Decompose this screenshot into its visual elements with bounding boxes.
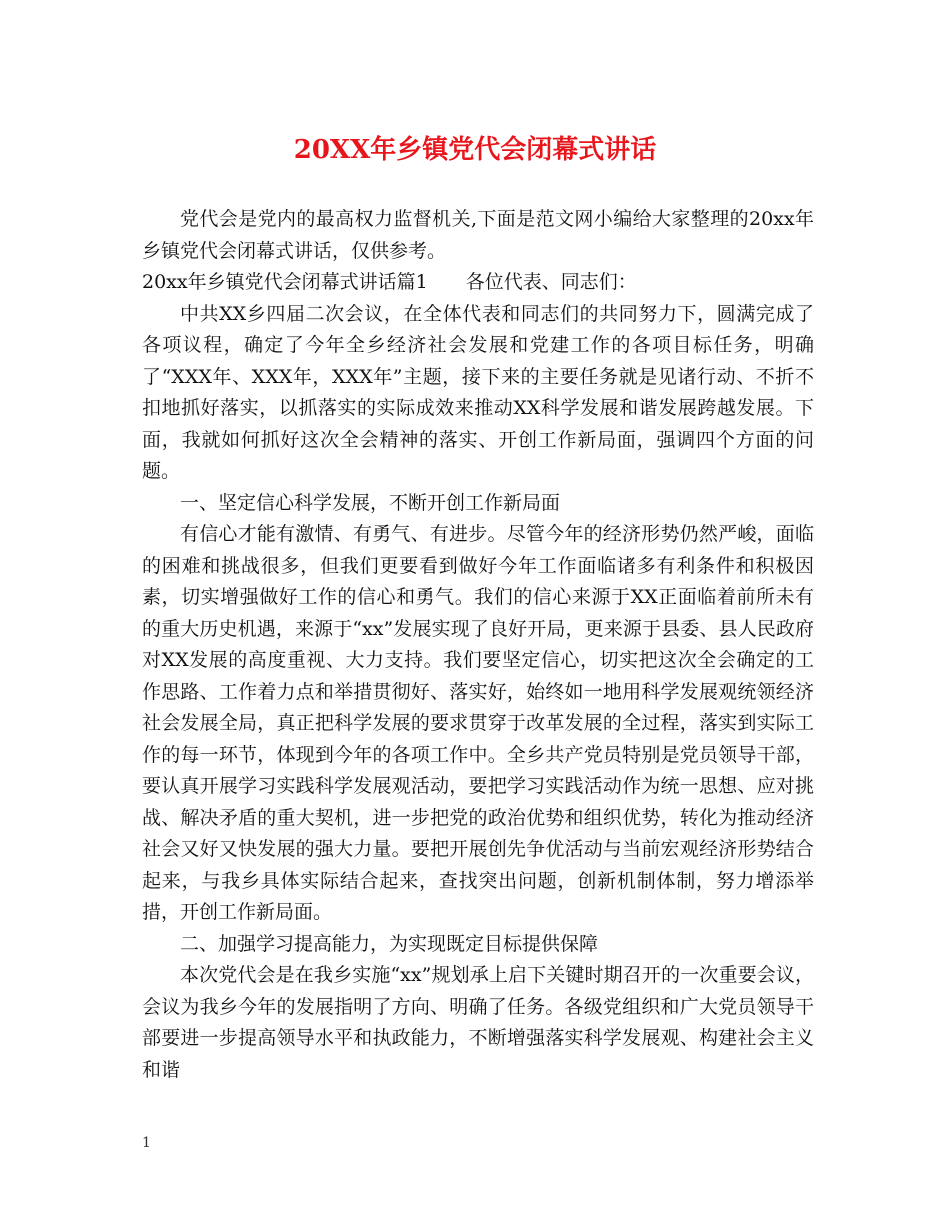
body-paragraph: 本次党代会是在我乡实施“xx”规划承上启下关键时期召开的一次重要会议，会议为我乡今年的发展指明了方向、明确了任务。各级党组织和广大党员领导干部要进一步提高领导水平和执政能力，不断增强落实科学发展观、构建社会主义和谐	[142, 964, 814, 1081]
page-number: 1	[142, 1135, 151, 1151]
document-title: 20XX年乡镇党代会闭幕式讲话	[293, 135, 657, 165]
body-paragraph: 有信心才能有激情、有勇气、有进步。尽管今年的经济形势仍然严峻，面临的困难和挑战很多，但我们更要看到做好今年工作面临诸多有利条件和积极因素，切实增强做好工作的信心和勇气。我们的信心来源于XX正面临着前所未有的重大历史机遇，来源于“xx”发展实现了良好开局，更来源于县委、县人民政府对XX发展的高度重视、大力支持。我们要坚定信心，切实把这次全会确定的工作思路、工作着力点和举措贯彻好、落实好，始终如一地用科学发展观统领经济社会发展全局，真正把科学发展的要求贯穿于改革发展的全过程，落实到实际工作的每一环节，体现到今年的各项工作中。全乡共产党员特别是党员领导干部，要认真开展学习实践科学发展观活动，要把学习实践活动作为统一思想、应对挑战、解决矛盾的重大契机，进一步把党的政治优势和组织优势，转化为推动经济社会又好又快发展的强大力量。要把开展创先争优活动与当前宏观经济形势结合起来，与我乡具体实际结合起来，查找突出问题，创新机制体制，努力增添举措，开创工作新局面。	[142, 523, 814, 923]
subheading-two: 二、加强学习提高能力，为实现既定目标提供保障	[180, 932, 599, 955]
intro-paragraph: 党代会是党内的最高权力监督机关,下面是范文网小编给大家整理的20xx年乡镇党代会闭幕式讲话，仅供参考。	[142, 208, 814, 262]
subheading-one: 一、坚定信心科学发展，不断开创工作新局面	[180, 491, 561, 514]
document-body	[142, 204, 814, 1086]
section-heading: 20xx年乡镇党代会闭幕式讲话篇1 各位代表、同志们：	[142, 271, 637, 293]
body-paragraph: 中共XX乡四届二次会议，在全体代表和同志们的共同努力下，圆满完成了各项议程，确定了今年全乡经济社会发展和党建工作的各项目标任务，明确了“XXX年、XXX年，XXX年”主题，接下来的主要任务就是见诸行动、不折不扣地抓好落实，以抓落实的实际成效来推动XX科学发展和谐发展跨越发展。下面，我就如何抓好这次全会精神的落实、开创工作新局面，强调四个方面的问题。	[142, 302, 814, 482]
